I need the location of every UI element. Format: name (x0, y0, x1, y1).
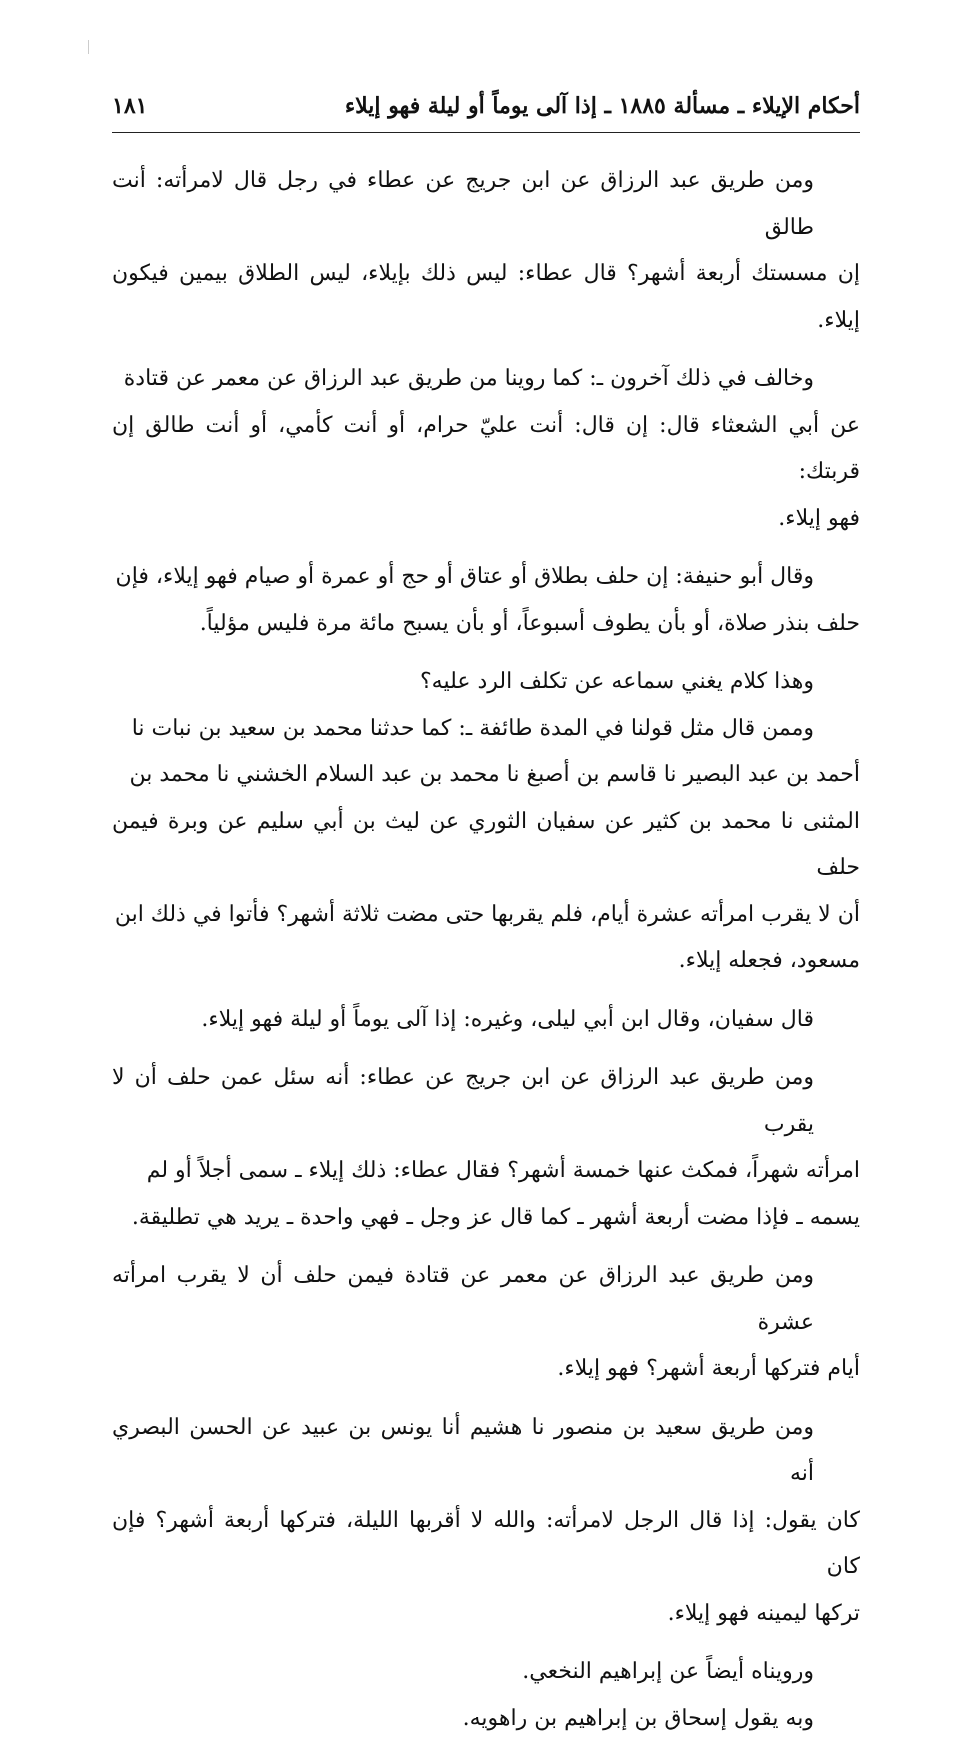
paragraph-7 (112, 1055, 860, 1241)
text-line: أيام فتركها أربعة أشهر؟ فهو إيلاء. (112, 1346, 860, 1393)
text-line: امرأته شهراً، فمكث عنها خمسة أشهر؟ فقال عطاء: ذلك إيلاء ـ سمى أجلاً أو لم (112, 1148, 860, 1195)
paragraph-6 (112, 997, 860, 1044)
scan-speck (88, 40, 89, 54)
text-line: فهو إيلاء. (112, 496, 860, 543)
text-line: وخالف في ذلك آخرون ـ: كما روينا من طريق عبد الرزاق عن معمر عن قتادة (112, 356, 860, 403)
running-title: أحكام الإيلاء ـ مسألة ١٨٨٥ ـ إذا آلى يوماً أو ليلة فهو إيلاء (345, 93, 860, 119)
text-line: وبه يقول إسحاق بن إبراهيم بن راهويه. (112, 1696, 860, 1742)
paragraph-9 (112, 1405, 860, 1638)
paragraph-3 (112, 554, 860, 647)
text-line: كان يقول: إذا قال الرجل لامرأته: والله لا أقربها الليلة، فتركها أربعة أشهر؟ فإن كان (112, 1498, 860, 1591)
text-line: ومن طريق عبد الرزاق عن ابن جريج عن عطاء: أنه سئل عمن حلف أن لا يقرب (112, 1055, 860, 1148)
text-line: أحمد بن عبد البصير نا قاسم بن أصبغ نا محمد بن عبد السلام الخشني نا محمد بن (112, 752, 860, 799)
text-line: يسمه ـ فإذا مضت أربعة أشهر ـ كما قال عز وجل ـ فهي واحدة ـ يريد هي تطليقة. (112, 1195, 860, 1242)
text-line: تركها ليمينه فهو إيلاء. (112, 1591, 860, 1638)
text-line: ومن طريق عبد الرزاق عن معمر عن قتادة فيمن حلف أن لا يقرب امرأته عشرة (112, 1253, 860, 1346)
paragraph-8 (112, 1253, 860, 1393)
text-line: قال سفيان، وقال ابن أبي ليلى، وغيره: إذا آلى يوماً أو ليلة فهو إيلاء. (112, 997, 860, 1044)
text-line: وهذا كلام يغني سماعه عن تكلف الرد عليه؟ (112, 659, 860, 706)
body-text (112, 158, 860, 1742)
text-line: ورويناه أيضاً عن إبراهيم النخعي. (112, 1649, 860, 1696)
text-line: ومن طريق عبد الرزاق عن ابن جريج عن عطاء في رجل قال لامرأته: أنت طالق (112, 158, 860, 251)
header-rule (112, 132, 860, 133)
page-number: ١٨١ (112, 93, 147, 119)
text-line: مسعود، فجعله إيلاء. (112, 938, 860, 985)
page-header (112, 86, 860, 126)
text-line: عن أبي الشعثاء قال: إن قال: أنت عليّ حرام، أو أنت كأمي، أو أنت طالق إن قربتك: (112, 403, 860, 496)
text-line: ومن طريق سعيد بن منصور نا هشيم أنا يونس بن عبيد عن الحسن البصري أنه (112, 1405, 860, 1498)
text-line: أن لا يقرب امرأته عشرة أيام، فلم يقربها حتى مضت ثلاثة أشهر؟ فأتوا في ذلك ابن (112, 892, 860, 939)
paragraph-10 (112, 1649, 860, 1742)
text-line: وقال أبو حنيفة: إن حلف بطلاق أو عتاق أو حج أو عمرة أو صيام فهو إيلاء، فإن (112, 554, 860, 601)
paragraph-4 (112, 659, 860, 706)
text-line: وممن قال مثل قولنا في المدة طائفة ـ: كما حدثنا محمد بن سعيد بن نبات نا (112, 706, 860, 753)
paragraph-1 (112, 158, 860, 344)
text-line: حلف بنذر صلاة، أو بأن يطوف أسبوعاً، أو بأن يسبح مائة مرة فليس مؤلياً. (112, 601, 860, 648)
text-line: إن مسستك أربعة أشهر؟ قال عطاء: ليس ذلك بإيلاء، ليس الطلاق بيمين فيكون إيلاء. (112, 251, 860, 344)
text-line: المثنى نا محمد بن كثير عن سفيان الثوري عن ليث بن أبي سليم عن وبرة فيمن حلف (112, 799, 860, 892)
paragraph-5 (112, 706, 860, 985)
paragraph-2 (112, 356, 860, 542)
